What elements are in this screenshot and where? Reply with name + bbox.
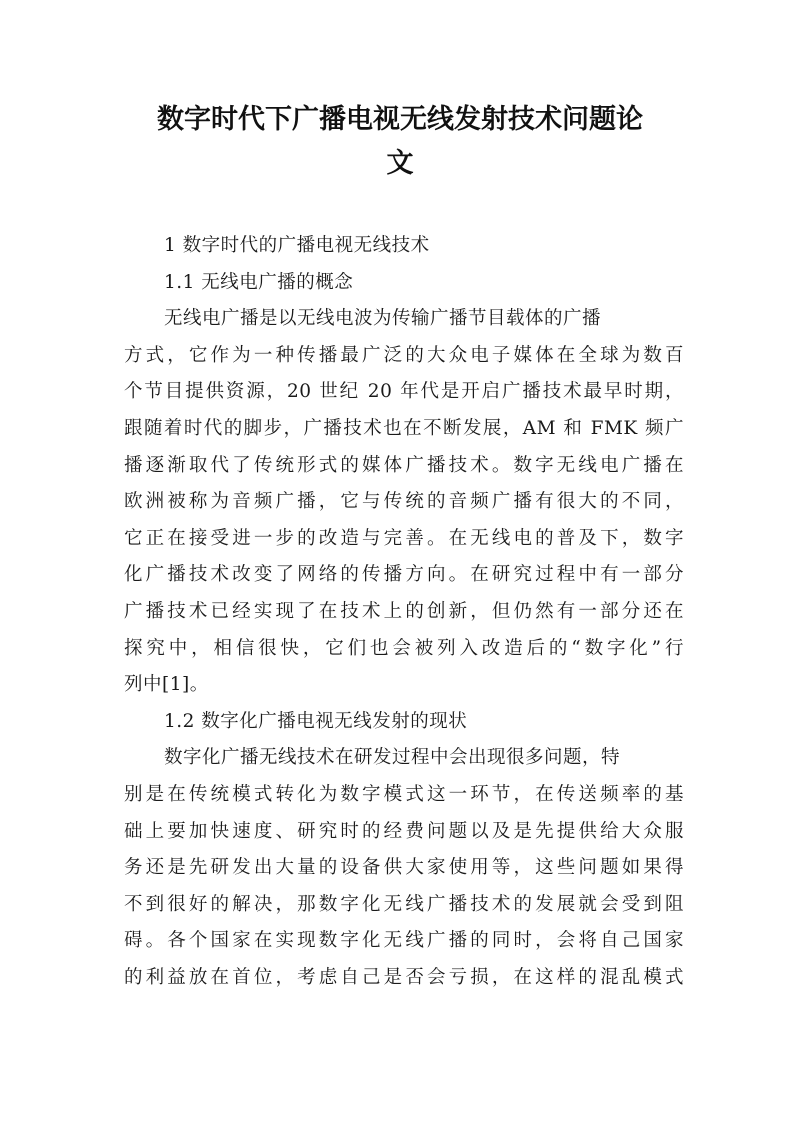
section-heading: 1.2 数字化广播电视无线发射的现状 [164, 710, 468, 732]
paragraph-line: 欧洲被称为音频广播，它与传统的音频广播有很大的不同， [124, 491, 684, 513]
paragraph-line: 跟随着时代的脚步，广播技术也在不断发展，AM 和 FMK 频广 [124, 418, 684, 439]
paragraph-line: 务还是先研发出大量的设备供大家使用等，这些问题如果得 [124, 857, 684, 879]
paragraph-line: 播逐渐取代了传统形式的媒体广播技术。数字无线电广播在 [124, 454, 684, 476]
paragraph-line: 碍。各个国家在实现数字化无线广播的同时，会将自己国家 [124, 930, 684, 952]
paragraph-line: 它正在接受进一步的改造与完善。在无线电的普及下，数字 [124, 527, 684, 549]
paragraph-line: 础上要加快速度、研究时的经费问题以及是先提供给大众服 [124, 820, 684, 842]
section-heading: 1.1 无线电广播的概念 [164, 271, 354, 293]
paragraph-line: 探究中，相信很快，它们也会被列入改造后的“数字化”行 [124, 637, 684, 659]
document-title-line-1: 数字时代下广播电视无线发射技术问题论 [157, 104, 643, 135]
paragraph-line: 化广播技术改变了网络的传播方向。在研究过程中有一部分 [124, 564, 684, 586]
paragraph-line: 的利益放在首位，考虑自己是否会亏损，在这样的混乱模式 [124, 967, 684, 988]
paragraph-line: 无线电广播是以无线电波为传输广播节目载体的广播 [164, 308, 602, 330]
paragraph-line: 方式，它作为一种传播最广泛的大众电子媒体在全球为数百 [124, 344, 684, 366]
document-title-line-2: 文 [386, 148, 414, 179]
section-heading: 1 数字时代的广播电视无线技术 [164, 235, 430, 256]
paragraph-line: 广播技术已经实现了在技术上的创新，但仍然有一部分还在 [124, 601, 684, 622]
paragraph-line: 个节目提供资源，20 世纪 20 年代是开启广播技术最早时期， [124, 381, 684, 403]
paragraph-line: 别是在传统模式转化为数字模式这一环节，在传送频率的基 [124, 784, 684, 805]
paragraph-line: 不到很好的解决，那数字化无线广播技术的发展就会受到阻 [124, 893, 684, 915]
paragraph-line: 数字化广播无线技术在研发过程中会出现很多问题，特 [164, 747, 621, 769]
paragraph-line: 列中[1]。 [124, 674, 209, 696]
